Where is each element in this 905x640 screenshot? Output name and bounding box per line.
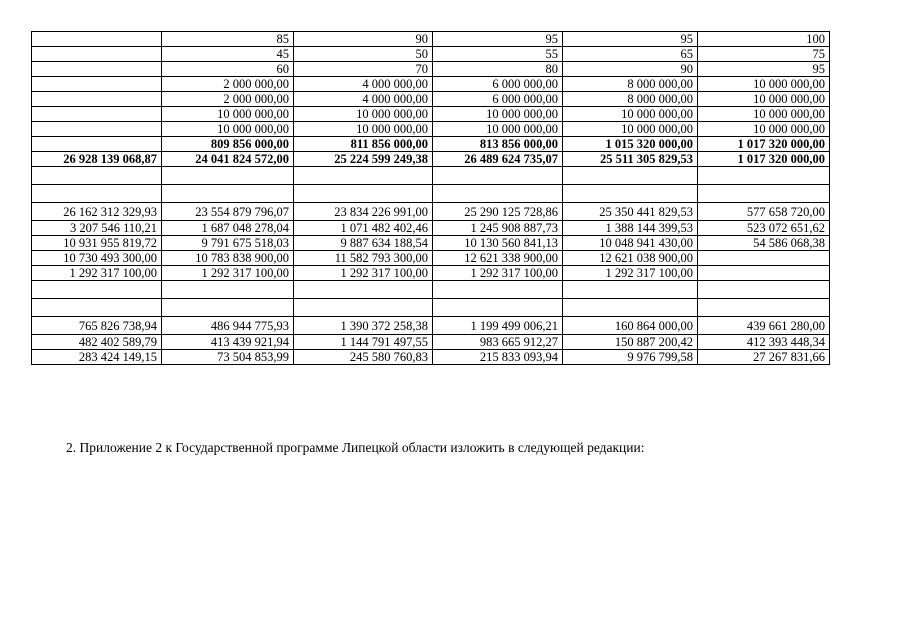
table-row (32, 32, 830, 47)
table-cell: 1 144 791 497,55 (294, 335, 433, 350)
table-cell: 75 (698, 47, 830, 62)
table-cell (32, 185, 162, 203)
table-cell: 23 834 226 991,00 (294, 203, 433, 221)
table-cell (433, 281, 563, 299)
table-cell: 150 887 200,42 (563, 335, 698, 350)
table-cell: 26 928 139 068,87 (32, 152, 162, 167)
table-cell: 25 290 125 728,86 (433, 203, 563, 221)
table-cell: 10 000 000,00 (162, 122, 294, 137)
table-cell: 811 856 000,00 (294, 137, 433, 152)
table-cell: 100 (698, 32, 830, 47)
table-row (32, 203, 830, 221)
table-cell: 95 (433, 32, 563, 47)
table-cell: 27 267 831,66 (698, 350, 830, 365)
table-cell: 10 048 941 430,00 (563, 236, 698, 251)
table-cell: 10 000 000,00 (698, 92, 830, 107)
table-cell: 95 (563, 32, 698, 47)
table-cell: 1 687 048 278,04 (162, 221, 294, 236)
table-cell: 4 000 000,00 (294, 92, 433, 107)
table-cell: 577 658 720,00 (698, 203, 830, 221)
table-cell: 12 621 338 900,00 (433, 251, 563, 266)
table-cell: 765 826 738,94 (32, 317, 162, 335)
table-cell (433, 167, 563, 185)
table-row (32, 122, 830, 137)
table-cell: 1 015 320 000,00 (563, 137, 698, 152)
table-cell: 55 (433, 47, 563, 62)
table-cell: 23 554 879 796,07 (162, 203, 294, 221)
table-cell: 1 292 317 100,00 (433, 266, 563, 281)
table-cell: 2 000 000,00 (162, 92, 294, 107)
table-cell (32, 47, 162, 62)
table-cell (162, 281, 294, 299)
amendment-note: 2. Приложение 2 к Государственной программе Липецкой области изложить в следующей редакции: (66, 440, 645, 455)
table-cell (32, 281, 162, 299)
table-cell: 482 402 589,79 (32, 335, 162, 350)
table-cell (32, 167, 162, 185)
table-cell: 1 292 317 100,00 (563, 266, 698, 281)
table-cell: 10 000 000,00 (563, 122, 698, 137)
table-cell: 10 000 000,00 (433, 122, 563, 137)
table-cell (294, 299, 433, 317)
table-cell (698, 167, 830, 185)
table-cell: 413 439 921,94 (162, 335, 294, 350)
table-cell: 26 489 624 735,07 (433, 152, 563, 167)
table-cell (433, 299, 563, 317)
table-cell: 10 931 955 819,72 (32, 236, 162, 251)
table-cell: 1 245 908 887,73 (433, 221, 563, 236)
table-row (32, 251, 830, 266)
table-cell (32, 299, 162, 317)
table-cell (32, 32, 162, 47)
table-row (32, 281, 830, 299)
table-cell (698, 251, 830, 266)
table-row (32, 350, 830, 365)
table-cell: 9 887 634 188,54 (294, 236, 433, 251)
table-cell: 10 783 838 900,00 (162, 251, 294, 266)
table-cell: 809 856 000,00 (162, 137, 294, 152)
table-cell: 10 730 493 300,00 (32, 251, 162, 266)
table-cell (433, 185, 563, 203)
table-cell (563, 185, 698, 203)
table-cell: 1 199 499 006,21 (433, 317, 563, 335)
table-row (32, 221, 830, 236)
table-cell (32, 62, 162, 77)
table-cell: 10 000 000,00 (698, 107, 830, 122)
table-cell (294, 167, 433, 185)
table-cell: 1 071 482 402,46 (294, 221, 433, 236)
table-cell (32, 122, 162, 137)
table-cell: 60 (162, 62, 294, 77)
table-cell: 10 000 000,00 (563, 107, 698, 122)
table-cell (294, 185, 433, 203)
table-cell: 6 000 000,00 (433, 77, 563, 92)
table-cell: 24 041 824 572,00 (162, 152, 294, 167)
table-cell (32, 92, 162, 107)
table-row (32, 236, 830, 251)
table-row (32, 335, 830, 350)
table-row (32, 167, 830, 185)
table-cell: 85 (162, 32, 294, 47)
table-cell: 245 580 760,83 (294, 350, 433, 365)
table-row (32, 137, 830, 152)
table-cell: 11 582 793 300,00 (294, 251, 433, 266)
table-cell: 25 224 599 249,38 (294, 152, 433, 167)
table-cell (698, 185, 830, 203)
table-cell: 65 (563, 47, 698, 62)
table-cell: 1 017 320 000,00 (698, 137, 830, 152)
table-cell: 283 424 149,15 (32, 350, 162, 365)
table-row (32, 317, 830, 335)
table-cell (162, 185, 294, 203)
table-cell: 45 (162, 47, 294, 62)
table-row (32, 77, 830, 92)
table-cell (32, 137, 162, 152)
table-row (32, 185, 830, 203)
table-cell: 9 976 799,58 (563, 350, 698, 365)
table-cell (294, 281, 433, 299)
table-body (32, 32, 830, 365)
table-cell: 8 000 000,00 (563, 77, 698, 92)
table-cell: 50 (294, 47, 433, 62)
table-cell (563, 281, 698, 299)
table-cell: 25 350 441 829,53 (563, 203, 698, 221)
table-cell: 1 292 317 100,00 (32, 266, 162, 281)
table-cell: 3 207 546 110,21 (32, 221, 162, 236)
table-cell: 12 621 038 900,00 (563, 251, 698, 266)
table-cell (698, 281, 830, 299)
table-cell: 80 (433, 62, 563, 77)
table-cell (698, 299, 830, 317)
table-cell: 10 000 000,00 (294, 107, 433, 122)
table-cell (698, 266, 830, 281)
table-cell: 10 000 000,00 (698, 122, 830, 137)
table-cell: 983 665 912,27 (433, 335, 563, 350)
table-row (32, 92, 830, 107)
table-cell (32, 77, 162, 92)
table-cell: 1 017 320 000,00 (698, 152, 830, 167)
table-cell: 54 586 068,38 (698, 236, 830, 251)
table-cell: 813 856 000,00 (433, 137, 563, 152)
table-cell: 1 388 144 399,53 (563, 221, 698, 236)
table-cell: 73 504 853,99 (162, 350, 294, 365)
table-row (32, 107, 830, 122)
table-cell: 486 944 775,93 (162, 317, 294, 335)
table-cell (563, 299, 698, 317)
table-cell: 439 661 280,00 (698, 317, 830, 335)
table-cell: 215 833 093,94 (433, 350, 563, 365)
table-cell: 6 000 000,00 (433, 92, 563, 107)
table-cell: 4 000 000,00 (294, 77, 433, 92)
table-cell: 523 072 651,62 (698, 221, 830, 236)
table-cell: 412 393 448,34 (698, 335, 830, 350)
table-row (32, 62, 830, 77)
table-cell: 10 000 000,00 (294, 122, 433, 137)
table-cell: 1 292 317 100,00 (294, 266, 433, 281)
table-cell: 10 000 000,00 (162, 107, 294, 122)
table-cell: 160 864 000,00 (563, 317, 698, 335)
table-row (32, 47, 830, 62)
table-cell (32, 107, 162, 122)
table-row (32, 152, 830, 167)
table-cell (162, 299, 294, 317)
table-cell: 70 (294, 62, 433, 77)
table-cell (162, 167, 294, 185)
table-cell: 1 390 372 258,38 (294, 317, 433, 335)
table-cell: 25 511 305 829,53 (563, 152, 698, 167)
table-cell: 1 292 317 100,00 (162, 266, 294, 281)
table-cell: 10 130 560 841,13 (433, 236, 563, 251)
table-cell: 10 000 000,00 (698, 77, 830, 92)
table-cell: 95 (698, 62, 830, 77)
table-row (32, 266, 830, 281)
table-cell: 26 162 312 329,93 (32, 203, 162, 221)
budget-table (31, 31, 830, 365)
table-row (32, 299, 830, 317)
table-cell: 10 000 000,00 (433, 107, 563, 122)
table-cell: 2 000 000,00 (162, 77, 294, 92)
table-cell: 9 791 675 518,03 (162, 236, 294, 251)
table-cell (563, 167, 698, 185)
table-cell: 90 (563, 62, 698, 77)
table-cell: 90 (294, 32, 433, 47)
table-cell: 8 000 000,00 (563, 92, 698, 107)
